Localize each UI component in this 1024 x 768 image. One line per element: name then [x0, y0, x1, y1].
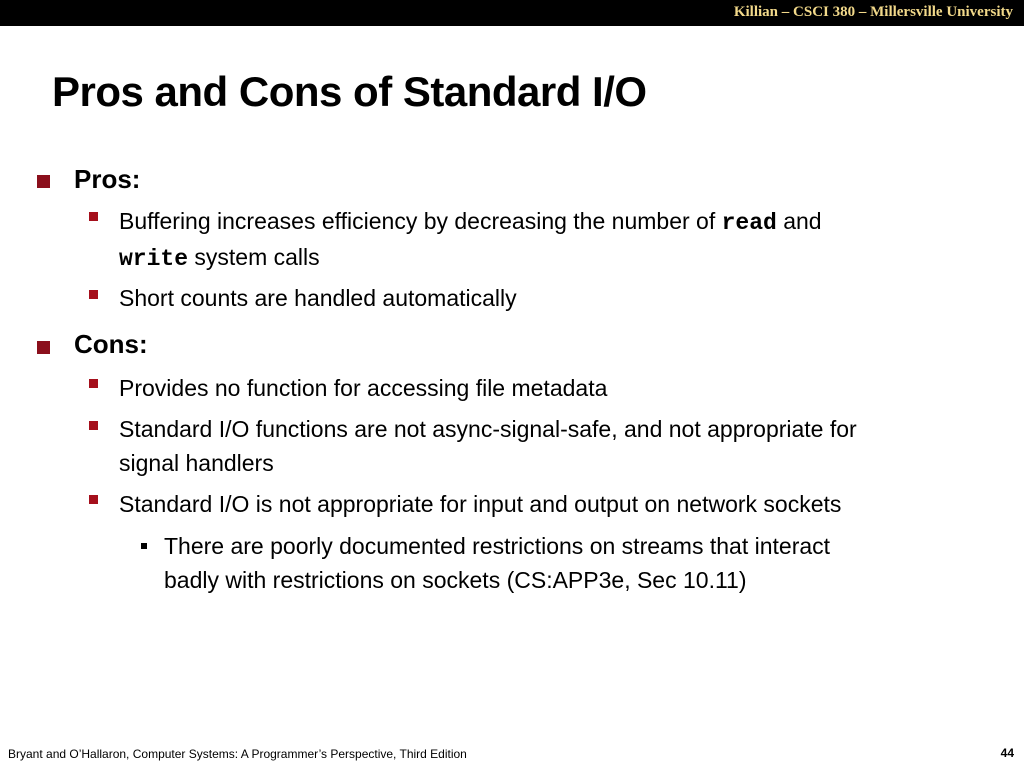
pros-item-buffering [119, 204, 999, 276]
page-number: 44 [1000, 746, 1014, 760]
cons-item-metadata: Provides no function for accessing file metadata [119, 375, 608, 401]
cons-item-text: signal handlers [119, 450, 274, 476]
cons-heading: Cons: [74, 329, 148, 359]
code-write: write [119, 246, 189, 272]
cons-item-signal-safe [119, 412, 999, 480]
pros-item-short-counts: Short counts are handled automatically [119, 285, 517, 311]
square-bullet-icon [37, 341, 50, 354]
square-bullet-icon [37, 175, 50, 188]
cons-subitem-text: badly with restrictions on sockets (CS:APP3e, Sec 10.11) [164, 567, 747, 593]
cons-item-sockets: Standard I/O is not appropriate for input and output on network sockets [119, 491, 842, 517]
pros-item-text: system calls [188, 244, 320, 270]
cons-item-text: Standard I/O functions are not async-signal-safe, and not appropriate for [119, 416, 857, 442]
square-bullet-icon [89, 212, 98, 221]
square-bullet-icon [89, 290, 98, 299]
footer-citation: Bryant and O’Hallaron, Computer Systems: A Programmer’s Perspective, Third Edition [8, 747, 467, 761]
cons-subitem-text: There are poorly documented restrictions on streams that interact [164, 533, 831, 559]
header-bar [0, 0, 1024, 26]
square-bullet-icon [89, 379, 98, 388]
pros-item-text: and [776, 208, 822, 234]
square-bullet-icon [89, 421, 98, 430]
square-bullet-icon [89, 495, 98, 504]
cons-subitem-streams [164, 529, 984, 597]
pros-heading: Pros: [74, 164, 141, 194]
slide-title: Pros and Cons of Standard I/O [52, 68, 647, 115]
pros-item-text: Buffering increases efficiency by decreasing the number of [119, 208, 722, 234]
course-label: Killian – CSCI 380 – Millersville University [733, 4, 1013, 20]
code-read: read [721, 210, 777, 236]
small-square-bullet-icon [141, 543, 147, 549]
